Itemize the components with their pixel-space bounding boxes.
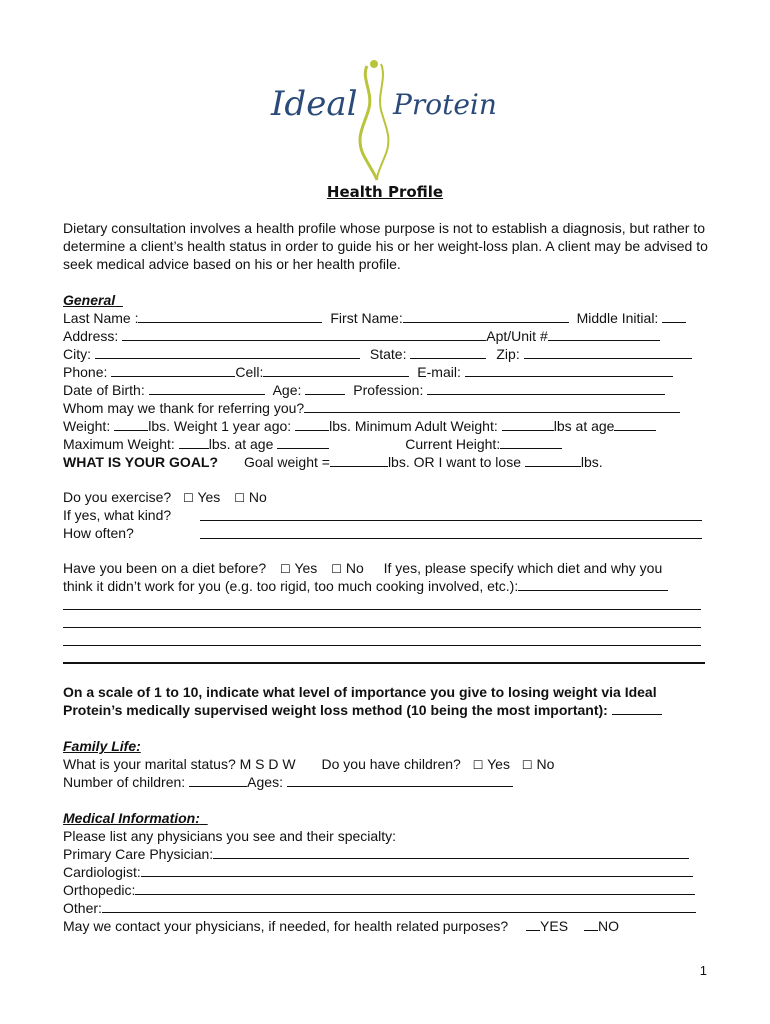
diet-line-1[interactable]: [63, 609, 701, 610]
children-ages-field[interactable]: [287, 773, 513, 787]
page-number: 1: [699, 963, 707, 978]
profession-field[interactable]: [427, 381, 665, 395]
other-row: Other:: [63, 899, 696, 917]
cell-field[interactable]: [263, 363, 409, 377]
diet-line-3[interactable]: [63, 645, 701, 646]
address-field[interactable]: [122, 327, 486, 341]
state-field[interactable]: [410, 345, 486, 359]
contact-yes-field[interactable]: [526, 917, 540, 931]
logo-word-protein: Protein: [393, 88, 497, 121]
cardiologist-row: Cardiologist:: [63, 863, 693, 881]
diet-reason-field[interactable]: [518, 577, 668, 591]
children-no-checkbox[interactable]: ☐: [521, 758, 533, 772]
family-heading: Family Life:: [63, 738, 141, 754]
physicians-list-label: Please list any physicians you see and their specialty:: [63, 828, 397, 844]
exercise-often-label: How often?: [63, 525, 134, 541]
primary-physician-field[interactable]: [213, 845, 689, 859]
ideal-protein-logo: [265, 58, 497, 183]
diet-line-4[interactable]: [63, 662, 705, 664]
medical-heading: Medical Information:: [63, 810, 200, 826]
address-row: Address: Apt/Unit #: [63, 327, 660, 345]
scale-rating-field[interactable]: [612, 701, 662, 715]
diet-row: Have you been on a diet before? ☐ Yes ☐ No If yes, please specify which diet and why you: [63, 560, 663, 576]
referral-field[interactable]: [304, 399, 680, 413]
scale-line-1: On a scale of 1 to 10, indicate what level of importance you give to losing weight via Ideal: [63, 684, 657, 700]
dob-row: Date of Birth: Age: Profession:: [63, 381, 665, 399]
middle-initial-field[interactable]: [662, 309, 686, 323]
scale-line-2-row: Protein’s medically supervised weight loss method (10 being the most important):: [63, 701, 662, 719]
first-name-field[interactable]: [403, 309, 569, 323]
intro-paragraph: Dietary consultation involves a health profile whose purpose is not to establish a diagnosis, but rather to determine a client’s health status in order to guide his or her weight-loss plan. A client may be advised to seek medical advice based on his or her health profile.: [63, 220, 708, 272]
dob-field[interactable]: [149, 381, 265, 395]
referral-row: Whom may we thank for referring you?: [63, 399, 680, 417]
diet-row-2: think it didn’t work for you (e.g. too rigid, too much cooking involved, etc.):: [63, 577, 668, 595]
name-row: Last Name : First Name: Middle Initial:: [63, 309, 686, 327]
cardiologist-field[interactable]: [141, 863, 693, 877]
zip-field[interactable]: [524, 345, 692, 359]
goal-row: WHAT IS YOUR GOAL? Goal weight = lbs. OR I want to lose lbs.: [63, 454, 603, 470]
min-weight-age-field[interactable]: [614, 417, 656, 431]
diet-yes-checkbox[interactable]: ☐: [280, 562, 291, 576]
marital-row: What is your marital status? M S D W Do you have children? ☐ Yes ☐ No: [63, 756, 555, 772]
max-weight-row: Maximum Weight: lbs. at age Current Height:: [63, 435, 562, 453]
orthopedic-field[interactable]: [135, 881, 695, 895]
diet-line-2[interactable]: [63, 627, 701, 628]
current-height-field[interactable]: [500, 435, 562, 449]
phone-field[interactable]: [111, 363, 235, 377]
logo-word-ideal: Ideal: [271, 84, 358, 124]
diet-no-checkbox[interactable]: ☐: [331, 562, 342, 576]
lose-weight-field[interactable]: [525, 453, 581, 467]
city-field[interactable]: [95, 345, 360, 359]
city-row: City: State: Zip:: [63, 345, 692, 363]
other-physician-field[interactable]: [102, 899, 696, 913]
exercise-kind-field[interactable]: [200, 520, 702, 521]
general-heading: General: [63, 292, 116, 308]
weight-1yr-field[interactable]: [295, 417, 329, 431]
exercise-no-checkbox[interactable]: ☐: [234, 491, 245, 505]
email-field[interactable]: [465, 363, 673, 377]
contact-no-field[interactable]: [584, 917, 598, 931]
form-title: Health Profile: [326, 183, 444, 201]
weight-row: Weight: lbs. Weight 1 year ago: lbs. Minimum Adult Weight: lbs at age: [63, 417, 656, 435]
last-name-field[interactable]: [138, 309, 322, 323]
phone-row: Phone: Cell: E-mail:: [63, 363, 673, 381]
num-children-field[interactable]: [189, 773, 247, 787]
weight-field[interactable]: [114, 417, 148, 431]
exercise-often-field[interactable]: [200, 538, 702, 539]
exercise-row: Do you exercise? ☐ Yes ☐ No: [63, 489, 267, 505]
apt-field[interactable]: [548, 327, 660, 341]
min-weight-field[interactable]: [502, 417, 554, 431]
age-field[interactable]: [305, 381, 345, 395]
primary-row: Primary Care Physician:: [63, 845, 689, 863]
exercise-kind-label: If yes, what kind?: [63, 507, 172, 523]
max-weight-field[interactable]: [179, 435, 209, 449]
exercise-yes-checkbox[interactable]: ☐: [183, 491, 194, 505]
max-weight-age-field[interactable]: [277, 435, 329, 449]
children-row: Number of children: Ages:: [63, 773, 513, 791]
goal-weight-field[interactable]: [330, 453, 388, 467]
children-yes-checkbox[interactable]: ☐: [472, 758, 484, 772]
orthopedic-row: Orthopedic:: [63, 881, 695, 899]
contact-row: May we contact your physicians, if needed, for health related purposes? YES NO: [63, 918, 619, 934]
